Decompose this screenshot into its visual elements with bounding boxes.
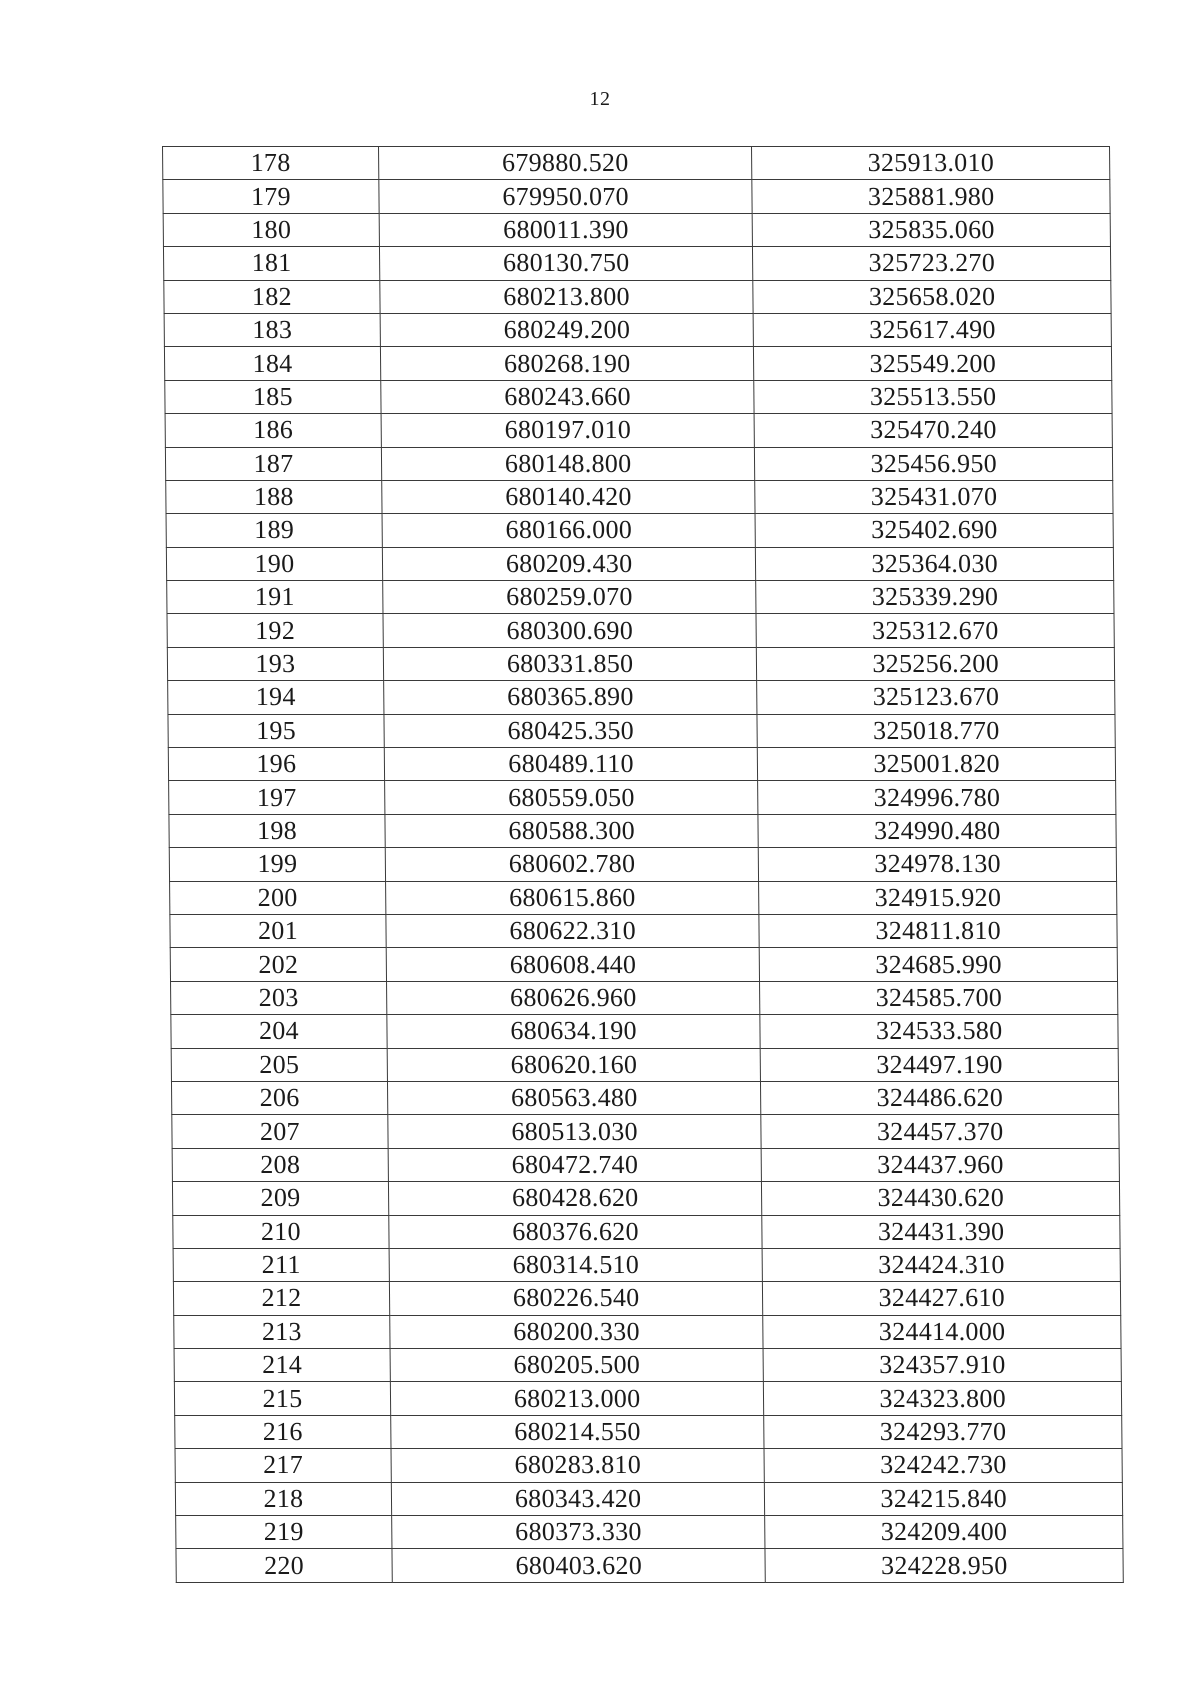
point-number-cell: 211 — [173, 1248, 389, 1281]
point-number-cell: 201 — [170, 914, 386, 947]
y-coordinate-cell: 324215.840 — [765, 1482, 1123, 1515]
y-coordinate-cell: 324293.770 — [764, 1415, 1122, 1448]
y-coordinate-cell: 325431.070 — [755, 480, 1113, 513]
point-number-cell: 188 — [166, 480, 382, 513]
point-number-cell: 193 — [167, 647, 383, 680]
point-number-cell: 205 — [171, 1048, 387, 1081]
table-row — [163, 247, 1110, 280]
x-coordinate-cell: 680588.300 — [385, 814, 759, 847]
x-coordinate-cell: 680489.110 — [384, 748, 758, 781]
point-number-cell: 203 — [171, 981, 387, 1014]
point-number-cell: 191 — [167, 581, 383, 614]
x-coordinate-cell: 680620.160 — [387, 1048, 761, 1081]
y-coordinate-cell: 325835.060 — [753, 213, 1111, 246]
x-coordinate-cell: 680130.750 — [379, 247, 753, 280]
point-number-cell: 213 — [174, 1315, 390, 1348]
table-row — [175, 1415, 1122, 1448]
y-coordinate-cell: 324457.370 — [761, 1115, 1119, 1148]
y-coordinate-cell: 325364.030 — [756, 547, 1114, 580]
table-row — [170, 948, 1117, 981]
table-row — [173, 1248, 1120, 1281]
table-row — [168, 748, 1115, 781]
point-number-cell: 178 — [163, 147, 379, 180]
point-number-cell: 182 — [164, 280, 380, 313]
x-coordinate-cell: 680226.540 — [389, 1282, 763, 1315]
point-number-cell: 200 — [170, 881, 386, 914]
table-row — [176, 1549, 1123, 1582]
x-coordinate-cell: 680622.310 — [386, 914, 760, 947]
y-coordinate-cell: 324431.390 — [762, 1215, 1120, 1248]
table-row — [163, 213, 1110, 246]
table-row — [176, 1516, 1123, 1549]
y-coordinate-cell: 324414.000 — [763, 1315, 1121, 1348]
point-number-cell: 184 — [164, 347, 380, 380]
y-coordinate-cell: 325470.240 — [754, 414, 1112, 447]
x-coordinate-cell: 680166.000 — [382, 514, 756, 547]
x-coordinate-cell: 680300.690 — [383, 614, 757, 647]
y-coordinate-cell: 324497.190 — [761, 1048, 1119, 1081]
y-coordinate-cell: 324996.780 — [758, 781, 1116, 814]
table-row — [165, 447, 1112, 480]
point-number-cell: 185 — [165, 380, 381, 413]
point-number-cell: 217 — [175, 1449, 391, 1482]
x-coordinate-cell: 680365.890 — [384, 681, 758, 714]
x-coordinate-cell: 680243.660 — [381, 380, 755, 413]
table-row — [171, 1048, 1118, 1081]
y-coordinate-cell: 325402.690 — [755, 514, 1113, 547]
table-row — [164, 313, 1111, 346]
x-coordinate-cell: 680602.780 — [385, 848, 759, 881]
y-coordinate-cell: 324685.990 — [760, 948, 1118, 981]
table-row — [172, 1148, 1119, 1181]
table-row — [164, 347, 1111, 380]
point-number-cell: 206 — [171, 1081, 387, 1114]
x-coordinate-cell: 680373.330 — [392, 1516, 766, 1549]
y-coordinate-cell: 324437.960 — [762, 1148, 1120, 1181]
point-number-cell: 220 — [176, 1549, 392, 1582]
x-coordinate-cell: 680213.000 — [390, 1382, 764, 1415]
table-row — [167, 614, 1114, 647]
point-number-cell: 204 — [171, 1015, 387, 1048]
point-number-cell: 192 — [167, 614, 383, 647]
y-coordinate-cell: 325617.490 — [754, 313, 1112, 346]
table-row — [175, 1482, 1122, 1515]
table-row — [163, 147, 1110, 180]
y-coordinate-cell: 324242.730 — [764, 1449, 1122, 1482]
table-row — [169, 781, 1116, 814]
table-row — [171, 1015, 1118, 1048]
table-row — [167, 647, 1114, 680]
point-number-cell: 180 — [163, 213, 379, 246]
table-row — [171, 981, 1118, 1014]
table-row — [174, 1382, 1121, 1415]
point-number-cell: 194 — [168, 681, 384, 714]
x-coordinate-cell: 680376.620 — [389, 1215, 763, 1248]
point-number-cell: 190 — [166, 547, 382, 580]
x-coordinate-cell: 680259.070 — [383, 581, 757, 614]
table-row — [169, 848, 1116, 881]
point-number-cell: 197 — [169, 781, 385, 814]
x-coordinate-cell: 680205.500 — [390, 1349, 764, 1382]
y-coordinate-cell: 324533.580 — [760, 1015, 1118, 1048]
point-number-cell: 195 — [168, 714, 384, 747]
table-row — [166, 547, 1113, 580]
y-coordinate-cell: 324430.620 — [762, 1182, 1120, 1215]
y-coordinate-cell: 325913.010 — [752, 147, 1110, 180]
table-row — [172, 1115, 1119, 1148]
point-number-cell: 183 — [164, 313, 380, 346]
x-coordinate-cell: 680148.800 — [381, 447, 755, 480]
x-coordinate-cell: 680608.440 — [386, 948, 760, 981]
table-row — [168, 681, 1115, 714]
x-coordinate-cell: 680559.050 — [385, 781, 759, 814]
point-number-cell: 219 — [176, 1516, 392, 1549]
y-coordinate-cell: 325723.270 — [753, 247, 1111, 280]
x-coordinate-cell: 680200.330 — [390, 1315, 764, 1348]
point-number-cell: 186 — [165, 414, 381, 447]
coordinate-table-body — [163, 147, 1124, 1583]
coordinate-table — [162, 146, 1124, 1583]
y-coordinate-cell: 324811.810 — [759, 914, 1117, 947]
x-coordinate-cell: 680209.430 — [382, 547, 756, 580]
point-number-cell: 214 — [174, 1349, 390, 1382]
y-coordinate-cell: 325001.820 — [758, 748, 1116, 781]
point-number-cell: 209 — [172, 1182, 388, 1215]
point-number-cell: 218 — [175, 1482, 391, 1515]
point-number-cell: 181 — [163, 247, 379, 280]
x-coordinate-cell: 680214.550 — [391, 1415, 765, 1448]
x-coordinate-cell: 680283.810 — [391, 1449, 765, 1482]
y-coordinate-cell: 325658.020 — [753, 280, 1111, 313]
point-number-cell: 196 — [168, 748, 384, 781]
point-number-cell: 210 — [173, 1215, 389, 1248]
x-coordinate-cell: 680428.620 — [388, 1182, 762, 1215]
table-row — [171, 1081, 1118, 1114]
y-coordinate-cell: 324585.700 — [760, 981, 1118, 1014]
x-coordinate-cell: 680634.190 — [387, 1015, 761, 1048]
table-row — [166, 480, 1113, 513]
y-coordinate-cell: 325549.200 — [754, 347, 1112, 380]
table-row — [168, 714, 1115, 747]
table-row — [173, 1215, 1120, 1248]
x-coordinate-cell: 680403.620 — [392, 1549, 766, 1582]
table-row — [167, 581, 1114, 614]
y-coordinate-cell: 324323.800 — [764, 1382, 1122, 1415]
table-row — [165, 380, 1112, 413]
table-row — [172, 1182, 1119, 1215]
y-coordinate-cell: 324424.310 — [762, 1248, 1120, 1281]
table-row — [174, 1315, 1121, 1348]
table-row — [164, 280, 1111, 313]
table-row — [165, 414, 1112, 447]
point-number-cell: 212 — [173, 1282, 389, 1315]
y-coordinate-cell: 325456.950 — [755, 447, 1113, 480]
table-row — [169, 814, 1116, 847]
y-coordinate-cell: 325256.200 — [757, 647, 1115, 680]
x-coordinate-cell: 680343.420 — [391, 1482, 765, 1515]
x-coordinate-cell: 680563.480 — [387, 1081, 761, 1114]
y-coordinate-cell: 324228.950 — [765, 1549, 1123, 1582]
y-coordinate-cell: 324990.480 — [758, 814, 1116, 847]
x-coordinate-cell: 680011.390 — [379, 213, 753, 246]
table-row — [166, 514, 1113, 547]
y-coordinate-cell: 325123.670 — [757, 681, 1115, 714]
table-row — [170, 914, 1117, 947]
point-number-cell: 208 — [172, 1148, 388, 1181]
table-row — [163, 180, 1110, 213]
table-row — [173, 1282, 1120, 1315]
y-coordinate-cell: 325513.550 — [754, 380, 1112, 413]
table-row — [175, 1449, 1122, 1482]
x-coordinate-cell: 680213.800 — [380, 280, 754, 313]
x-coordinate-cell: 680513.030 — [388, 1115, 762, 1148]
y-coordinate-cell: 325339.290 — [756, 581, 1114, 614]
x-coordinate-cell: 680425.350 — [384, 714, 758, 747]
point-number-cell: 199 — [169, 848, 385, 881]
x-coordinate-cell: 680197.010 — [381, 414, 755, 447]
point-number-cell: 179 — [163, 180, 379, 213]
y-coordinate-cell: 324209.400 — [765, 1516, 1123, 1549]
point-number-cell: 198 — [169, 814, 385, 847]
table-row — [170, 881, 1117, 914]
page-number: 12 — [589, 88, 611, 110]
x-coordinate-cell: 680140.420 — [382, 480, 756, 513]
point-number-cell: 189 — [166, 514, 382, 547]
y-coordinate-cell: 324357.910 — [763, 1349, 1121, 1382]
y-coordinate-cell: 325312.670 — [756, 614, 1114, 647]
y-coordinate-cell: 324486.620 — [761, 1081, 1119, 1114]
point-number-cell: 187 — [165, 447, 381, 480]
x-coordinate-cell: 680626.960 — [386, 981, 760, 1014]
y-coordinate-cell: 324427.610 — [763, 1282, 1121, 1315]
x-coordinate-cell: 679950.070 — [379, 180, 753, 213]
x-coordinate-cell: 680249.200 — [380, 313, 754, 346]
x-coordinate-cell: 680314.510 — [389, 1248, 763, 1281]
y-coordinate-cell: 325881.980 — [752, 180, 1110, 213]
x-coordinate-cell: 680331.850 — [383, 647, 757, 680]
y-coordinate-cell: 325018.770 — [757, 714, 1115, 747]
point-number-cell: 216 — [175, 1415, 391, 1448]
x-coordinate-cell: 680472.740 — [388, 1148, 762, 1181]
y-coordinate-cell: 324915.920 — [759, 881, 1117, 914]
x-coordinate-cell: 680615.860 — [385, 881, 759, 914]
point-number-cell: 207 — [172, 1115, 388, 1148]
x-coordinate-cell: 679880.520 — [378, 147, 752, 180]
y-coordinate-cell: 324978.130 — [759, 848, 1117, 881]
table-row — [174, 1349, 1121, 1382]
x-coordinate-cell: 680268.190 — [380, 347, 754, 380]
point-number-cell: 215 — [174, 1382, 390, 1415]
point-number-cell: 202 — [170, 948, 386, 981]
